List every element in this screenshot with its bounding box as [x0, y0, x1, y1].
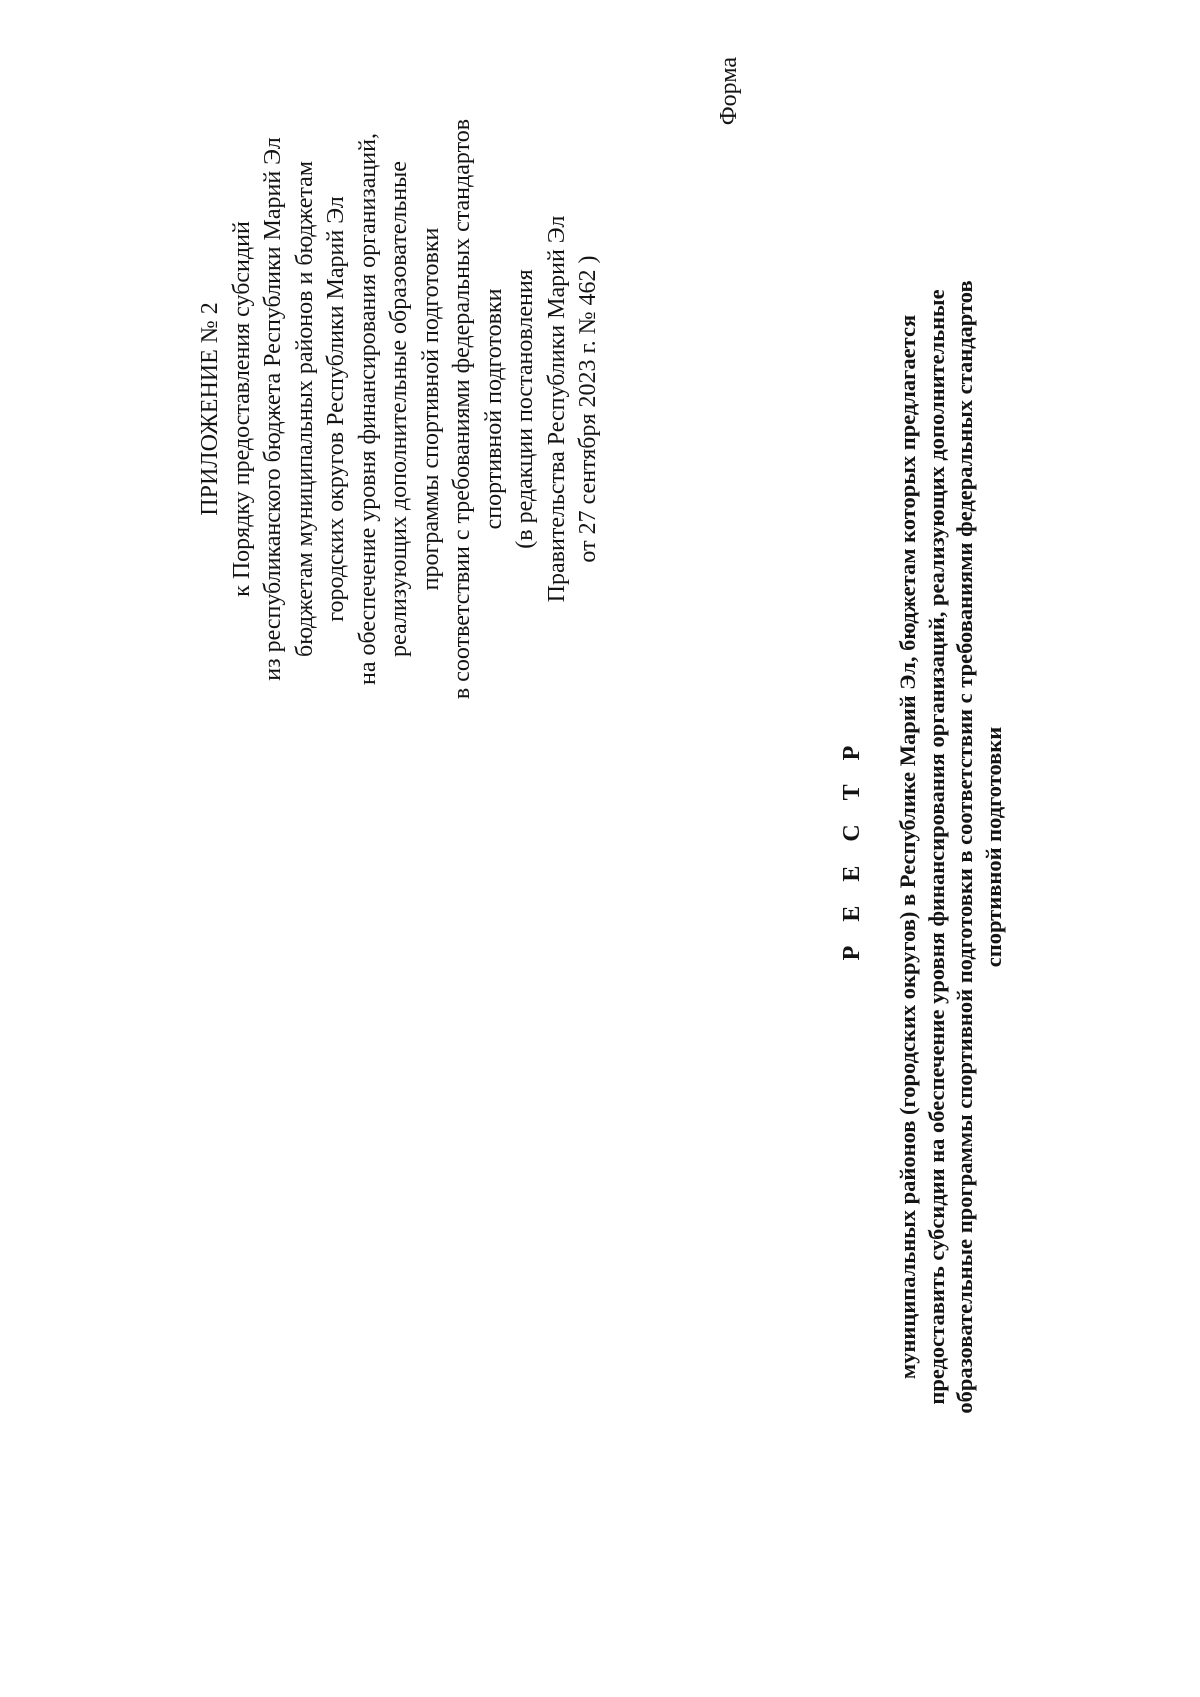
appendix-line: программы спортивной подготовки [417, 227, 444, 591]
registry-subtitle [894, 127, 1008, 1567]
subtitle-line: спортивной подготовки [980, 726, 1006, 968]
appendix-line: Правительства Республики Марий Эл [543, 215, 570, 603]
appendix-line: из республиканского бюджета Республики Марий Эл [260, 137, 286, 681]
appendix-line: (в редакции постановления [512, 269, 538, 549]
appendix-resolution-date: от 27 сентября 2023 г. № 462 ) [575, 255, 601, 563]
appendix-line: городских округов Республики Марий Эл [323, 196, 349, 622]
subtitle-line: предоставить субсидии на обеспечение уровня финансирования организаций, реализующих дополнительные [923, 289, 949, 1405]
appendix-header-block [195, 49, 605, 769]
appendix-line: к Порядку предоставления субсидий [228, 221, 255, 597]
subtitle-line: образовательные программы спортивной подготовки в соответствии с требованиями федеральных стандартов [952, 280, 977, 1414]
subtitle-line: муниципальных районов (городских округов) в Республике Марий Эл, бюджетам которых предлагается [895, 314, 920, 1380]
appendix-line: спортивной подготовки [480, 288, 507, 530]
appendix-line: бюджетам муниципальных районов и бюджетам [291, 160, 318, 658]
appendix-title: ПРИЛОЖЕНИЕ № 2 [197, 302, 223, 516]
appendix-line: реализующих дополнительные образовательные [386, 161, 412, 657]
appendix-line: в соответствии с требованиями федеральных стандартов [449, 118, 475, 700]
registry-title: Р Е Е С Т Р [839, 736, 865, 961]
form-label: Форма [716, 57, 742, 126]
appendix-line: на обеспечение уровня финансирования организаций, [354, 133, 381, 685]
